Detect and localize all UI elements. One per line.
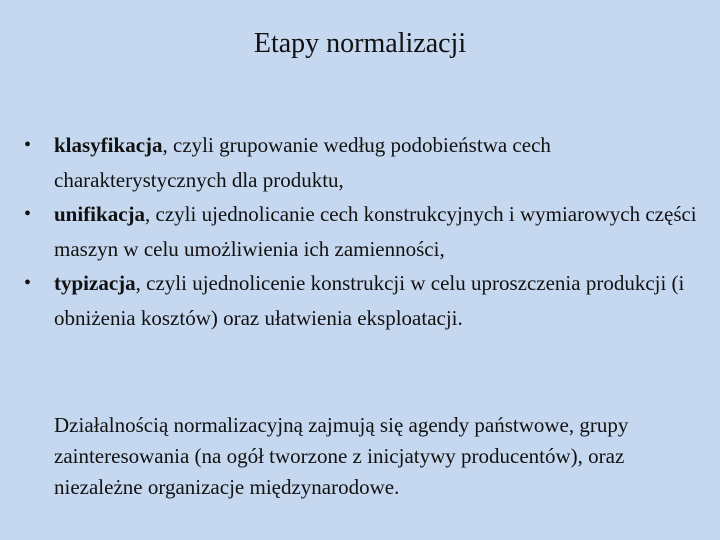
- bullet-term: typizacja: [54, 271, 136, 295]
- bullet-item-unifikacja: [24, 197, 704, 266]
- bullet-text: , czyli grupowanie według podobieństwa cech charakterystycznych dla produktu,: [54, 133, 551, 192]
- bullet-icon: •: [24, 134, 32, 156]
- bullet-icon: •: [24, 203, 32, 225]
- bullet-term: unifikacja: [54, 202, 146, 226]
- bullet-item-klasyfikacja: [24, 128, 704, 197]
- bullet-list: [24, 128, 704, 335]
- bullet-text: , czyli ujednolicenie konstrukcji w celu uproszczenia produkcji (i obniżenia kosztów) oraz ułatwienia eksploatacji.: [54, 271, 685, 330]
- bullet-text: , czyli ujednolicanie cech konstrukcyjnych i wymiarowych części maszyn w celu umożliwienia ich zamienności,: [54, 202, 697, 261]
- closing-paragraph: Działalnością normalizacyjną zajmują się agendy państwowe, grupy zainteresowania (na ogół tworzone z inicjatywy producentów), oraz niezależne organizacje międzynarodowe.: [54, 413, 629, 499]
- bullet-item-typizacja: [24, 266, 704, 335]
- slide-title: Etapy normalizacji: [253, 28, 467, 59]
- bullet-icon: •: [24, 272, 32, 294]
- bullet-term: klasyfikacja: [54, 133, 163, 157]
